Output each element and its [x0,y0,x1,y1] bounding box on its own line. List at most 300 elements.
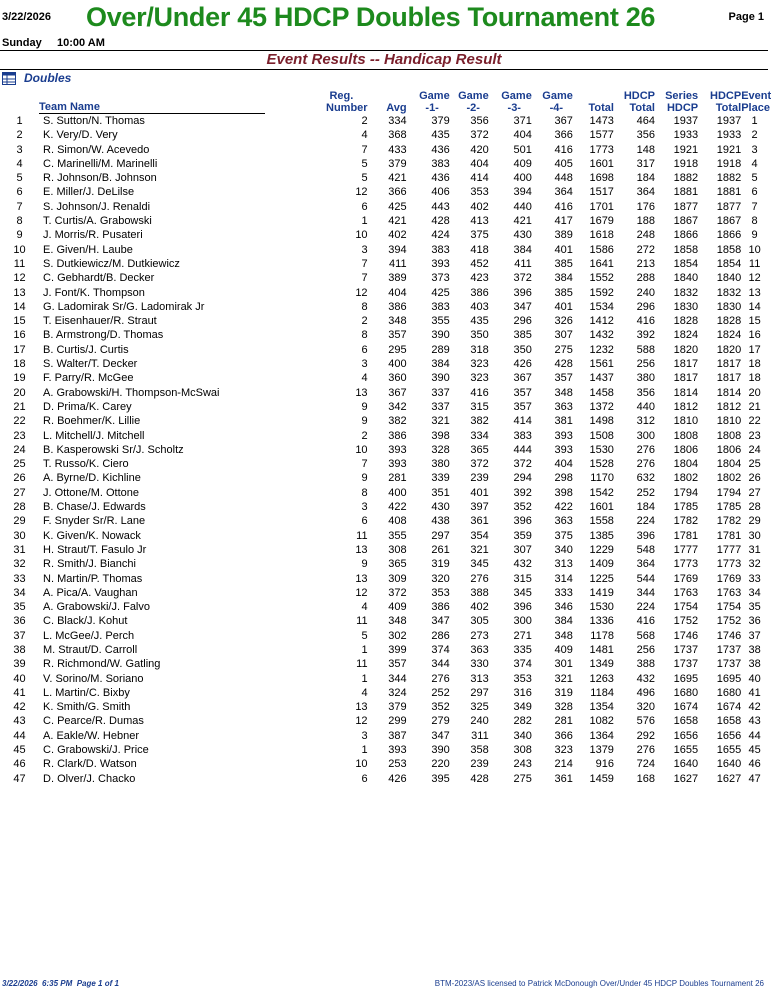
cell-reg-number: 2 [361,429,368,442]
table-header-row [0,87,768,114]
cell-game-3: 308 [513,744,532,757]
table-row [0,400,768,414]
cell-game-4: 384 [554,615,573,628]
cell-hdcp-total: 380 [636,372,655,385]
cell-game-2: 239 [470,472,489,485]
table-row [0,514,768,528]
table-row [0,414,768,428]
cell-hdcp-total: 188 [636,215,655,228]
cell-hdcp-total-2: 1867 [716,215,742,228]
footer-print-info: 3/22/2026 6:35 PM Page 1 of 1 [2,979,119,988]
cell-game-1: 383 [431,243,450,256]
cell-hdcp-total-2: 1824 [716,329,742,342]
table-row [0,429,768,443]
cell-team-name: M. Straut/D. Carroll [43,643,138,656]
cell-game-4: 366 [554,129,573,142]
cell-hdcp-total: 416 [636,615,655,628]
cell-game-4: 416 [554,200,573,213]
cell-series-hdcp: 1656 [673,729,699,742]
cell-game-1: 438 [431,515,450,528]
cell-reg-number: 3 [361,501,368,514]
cell-avg: 400 [388,358,407,371]
cell-avg: 379 [388,157,407,170]
cell-series-hdcp: 1882 [673,172,699,185]
cell-hdcp-total: 276 [636,458,655,471]
cell-hdcp-total-2: 1921 [716,143,742,156]
cell-rank: 44 [13,729,26,742]
cell-game-3: 371 [513,115,532,127]
cell-hdcp-total: 396 [636,529,655,542]
cell-series-hdcp: 1921 [673,143,699,156]
cell-reg-number: 13 [355,572,368,585]
cell-game-3: 432 [513,558,532,571]
cell-reg-number: 11 [356,615,368,628]
cell-rank: 38 [13,643,26,656]
cell-hdcp-total-2: 1737 [716,643,742,656]
cell-game-3: 335 [513,643,532,656]
subtitle-divider [0,69,768,70]
cell-team-name: E. Miller/J. DeLilse [43,186,135,199]
cell-rank: 23 [13,429,26,442]
cell-game-3: 350 [513,343,532,356]
cell-game-2: 404 [470,157,489,170]
cell-game-2: 358 [470,744,489,757]
cell-game-3: 307 [513,543,532,556]
cell-game-4: 428 [554,358,573,371]
cell-hdcp-total-2: 1773 [716,558,742,571]
cell-avg: 379 [388,701,407,714]
cell-total: 1641 [589,257,614,270]
cell-total: 1561 [589,358,614,371]
cell-total: 1437 [589,372,614,385]
cell-total: 1601 [589,157,614,170]
cell-event-place: 4 [751,157,758,170]
cell-avg: 348 [388,315,407,328]
cell-game-1: 384 [431,358,450,371]
cell-team-name: S. Dutkiewicz/M. Dutkiewicz [43,257,180,270]
cell-game-1: 383 [431,157,450,170]
cell-total: 1481 [589,643,614,656]
cell-event-place: 38 [748,658,761,671]
cell-hdcp-total: 320 [636,701,655,714]
cell-event-place: 6 [751,186,758,199]
cell-series-hdcp: 1804 [673,458,699,471]
cell-reg-number: 6 [361,772,368,785]
cell-reg-number: 3 [361,729,368,742]
cell-rank: 42 [13,701,26,714]
table-row [0,328,768,342]
cell-game-4: 301 [554,658,573,671]
cell-game-4: 405 [554,157,573,170]
col-game-3: Game -3- [501,90,532,114]
cell-reg-number: 6 [361,200,368,213]
cell-event-place: 16 [748,329,761,342]
cell-hdcp-total-2: 1840 [716,272,742,285]
cell-series-hdcp: 1695 [673,672,699,685]
cell-team-name: C. Gebhardt/B. Decker [43,272,155,285]
cell-team-name: L. Mitchell/J. Mitchell [43,429,145,442]
cell-event-place: 14 [748,300,761,313]
cell-game-1: 352 [431,701,450,714]
cell-event-place: 18 [748,372,761,385]
cell-game-3: 396 [513,601,532,614]
cell-series-hdcp: 1640 [673,758,699,771]
cell-team-name: J. Ottone/M. Ottone [43,486,140,499]
cell-game-3: 359 [513,529,532,542]
cell-rank: 8 [16,215,23,228]
cell-avg: 389 [388,272,407,285]
cell-game-2: 311 [471,729,489,742]
cell-hdcp-total-2: 1854 [716,257,742,270]
cell-hdcp-total-2: 1627 [716,772,742,785]
cell-avg: 421 [388,215,407,228]
cell-game-3: 404 [513,129,532,142]
cell-avg: 433 [388,143,407,156]
cell-hdcp-total: 288 [636,272,655,285]
cell-rank: 47 [13,772,26,785]
cell-reg-number: 9 [361,472,368,485]
cell-total: 1458 [589,386,614,399]
cell-event-place: 20 [748,386,761,399]
cell-game-4: 417 [554,215,573,228]
cell-avg: 411 [389,257,407,270]
cell-avg: 366 [388,186,407,199]
cell-rank: 41 [13,686,26,699]
cell-rank: 27 [13,486,26,499]
cell-game-4: 214 [554,758,573,771]
cell-reg-number: 6 [361,515,368,528]
cell-game-2: 435 [470,315,489,328]
cell-game-1: 435 [431,129,450,142]
cell-rank: 46 [13,758,26,771]
cell-avg: 382 [388,415,407,428]
cell-reg-number: 3 [361,243,368,256]
cell-rank: 3 [16,143,23,156]
col-game-2: Game -2- [458,90,489,114]
results-table [0,87,771,786]
cell-team-name: R. Johnson/B. Johnson [43,172,157,185]
cell-team-name: A. Grabowski/H. Thompson-McSwai [43,386,220,399]
cell-hdcp-total: 224 [636,601,655,614]
cell-hdcp-total: 317 [636,157,655,170]
cell-game-4: 409 [554,643,573,656]
cell-game-2: 403 [470,300,489,313]
cell-series-hdcp: 1854 [673,257,699,270]
cell-rank: 39 [13,658,26,671]
cell-game-1: 337 [431,386,450,399]
cell-reg-number: 10 [355,443,368,456]
cell-game-1: 436 [431,172,450,185]
cell-avg: 421 [388,172,407,185]
cell-rank: 37 [13,629,26,642]
cell-game-3: 357 [513,400,532,413]
table-row [0,586,768,600]
cell-game-3: 392 [513,486,532,499]
cell-hdcp-total: 432 [636,672,655,685]
cell-game-4: 385 [554,286,573,299]
cell-hdcp-total: 548 [636,543,655,556]
cell-game-1: 390 [431,329,450,342]
cell-event-place: 44 [748,729,761,742]
cell-hdcp-total-2: 1882 [716,172,742,185]
cell-event-place: 5 [751,172,758,185]
cell-rank: 34 [13,586,26,599]
cell-game-2: 423 [470,272,489,285]
cell-avg: 344 [388,672,407,685]
cell-rank: 17 [13,343,26,356]
cell-team-name: H. Straut/T. Fasulo Jr [43,543,147,556]
cell-reg-number: 1 [361,672,368,685]
cell-hdcp-total-2: 1781 [716,529,742,542]
cell-total: 1701 [589,200,614,213]
table-row [0,200,768,214]
cell-total: 1372 [589,400,614,413]
table-row [0,629,768,643]
cell-reg-number: 11 [356,529,368,542]
cell-total: 1586 [589,243,614,256]
cell-total: 1498 [589,415,614,428]
cell-series-hdcp: 1737 [673,658,699,671]
table-row [0,300,768,314]
cell-reg-number: 12 [355,586,368,599]
cell-game-2: 239 [470,758,489,771]
cell-team-name: B. Chase/J. Edwards [43,501,146,514]
cell-reg-number: 8 [361,486,368,499]
cell-event-place: 8 [751,215,758,228]
cell-total: 1698 [589,172,614,185]
table-row [0,471,768,485]
cell-total: 1552 [589,272,614,285]
cell-team-name: K. Very/D. Very [43,129,118,142]
cell-game-2: 372 [470,458,489,471]
cell-avg: 408 [388,515,407,528]
cell-game-2: 418 [470,243,489,256]
cell-team-name: A. Eakle/W. Hebner [43,729,140,742]
cell-game-3: 372 [513,272,532,285]
cell-avg: 309 [388,572,407,585]
cell-avg: 365 [388,558,407,571]
cell-series-hdcp: 1812 [673,400,699,413]
cell-event-place: 35 [748,601,761,614]
cell-game-1: 436 [431,143,450,156]
cell-hdcp-total-2: 1658 [716,715,742,728]
table-row [0,243,768,257]
cell-series-hdcp: 1881 [673,186,699,199]
cell-series-hdcp: 1817 [673,358,699,371]
cell-rank: 10 [13,243,26,256]
cell-series-hdcp: 1858 [673,243,699,256]
cell-game-2: 297 [470,686,489,699]
cell-reg-number: 8 [361,329,368,342]
table-row [0,700,768,714]
cell-game-1: 347 [431,615,450,628]
cell-event-place: 28 [748,501,761,514]
table-row [0,672,768,686]
cell-rank: 6 [16,186,23,199]
cell-game-4: 401 [554,243,573,256]
cell-event-place: 36 [748,615,761,628]
table-row [0,443,768,457]
col-team-name: Team Name [39,87,275,114]
cell-team-name: R. Smith/J. Bianchi [43,558,136,571]
cell-game-2: 323 [470,358,489,371]
cell-hdcp-total-2: 1933 [716,129,742,142]
report-subtitle: Event Results -- Handicap Result [266,51,502,68]
table-row [0,114,768,128]
cell-game-1: 351 [431,486,450,499]
cell-avg: 342 [388,400,407,413]
cell-hdcp-total-2: 1656 [716,729,742,742]
cell-hdcp-total: 148 [636,143,655,156]
cell-event-place: 46 [748,758,761,771]
cell-rank: 21 [13,400,26,413]
cell-reg-number: 5 [361,157,368,170]
cell-event-place: 13 [748,286,761,299]
cell-event-place: 23 [748,429,761,442]
cell-game-4: 313 [554,558,573,571]
cell-series-hdcp: 1802 [673,472,699,485]
cell-event-place: 33 [748,572,761,585]
cell-series-hdcp: 1867 [673,215,699,228]
cell-game-3: 282 [513,715,532,728]
cell-hdcp-total: 392 [636,329,655,342]
cell-game-4: 363 [554,400,573,413]
cell-event-place: 29 [748,515,761,528]
cell-series-hdcp: 1777 [673,543,699,556]
cell-rank: 32 [13,558,26,571]
cell-game-3: 426 [513,358,532,371]
cell-game-2: 273 [470,629,489,642]
cell-hdcp-total-2: 1810 [716,415,742,428]
cell-rank: 20 [13,386,26,399]
cell-total: 1225 [589,572,614,585]
cell-game-4: 401 [554,300,573,313]
cell-game-4: 314 [554,572,573,585]
cell-event-place: 40 [748,672,761,685]
cell-event-place: 30 [748,529,761,542]
cell-game-4: 357 [554,372,573,385]
cell-game-3: 430 [513,229,532,242]
cell-avg: 386 [388,429,407,442]
cell-game-4: 364 [554,186,573,199]
cell-total: 1679 [589,215,614,228]
cell-team-name: C. Pearce/R. Dumas [43,715,144,728]
cell-hdcp-total: 300 [636,429,655,442]
cell-rank: 16 [13,329,26,342]
cell-game-4: 307 [554,329,573,342]
cell-avg: 308 [388,543,407,556]
cell-game-1: 383 [431,300,450,313]
cell-game-1: 220 [431,758,450,771]
cell-rank: 29 [13,515,26,528]
cell-total: 1530 [589,601,614,614]
cell-series-hdcp: 1918 [673,157,699,170]
table-row [0,343,768,357]
cell-game-4: 328 [554,701,573,714]
cell-series-hdcp: 1752 [673,615,699,628]
cell-event-place: 38 [748,643,761,656]
cell-series-hdcp: 1680 [673,686,699,699]
cell-game-3: 384 [513,243,532,256]
cell-game-1: 279 [431,715,450,728]
cell-hdcp-total-2: 1828 [716,315,742,328]
cell-game-2: 354 [470,529,489,542]
cell-total: 1082 [589,715,614,728]
cell-hdcp-total: 240 [636,286,655,299]
table-row [0,214,768,228]
cell-reg-number: 5 [361,629,368,642]
cell-hdcp-total-2: 1737 [716,658,742,671]
day-time: Sunday 10:00 AM [2,37,105,49]
cell-avg: 357 [388,658,407,671]
cell-game-2: 350 [470,329,489,342]
cell-game-4: 389 [554,229,573,242]
cell-team-name: R. Clark/D. Watson [43,758,137,771]
table-row [0,257,768,271]
cell-reg-number: 7 [361,458,368,471]
cell-avg: 393 [388,458,407,471]
cell-total: 1592 [589,286,614,299]
cell-hdcp-total: 356 [636,129,655,142]
cell-hdcp-total: 184 [636,501,655,514]
cell-event-place: 2 [751,129,758,142]
cell-game-4: 393 [554,443,573,456]
cell-game-2: 413 [470,215,489,228]
cell-game-2: 323 [470,372,489,385]
cell-game-1: 390 [431,744,450,757]
cell-game-2: 315 [470,400,489,413]
cell-hdcp-total: 568 [636,629,655,642]
table-row [0,228,768,242]
cell-event-place: 3 [751,143,758,156]
cell-reg-number: 4 [361,129,368,142]
cell-game-1: 424 [431,229,450,242]
cell-total: 1412 [589,315,614,328]
cell-event-place: 15 [748,315,761,328]
cell-reg-number: 2 [361,115,368,127]
cell-game-2: 321 [470,543,489,556]
cell-hdcp-total-2: 1746 [716,629,742,642]
cell-hdcp-total-2: 1674 [716,701,742,714]
cell-rank: 9 [16,229,23,242]
cell-hdcp-total-2: 1806 [716,443,742,456]
cell-game-2: 372 [470,129,489,142]
cell-reg-number: 1 [361,744,368,757]
table-row [0,171,768,185]
cell-reg-number: 10 [355,229,368,242]
cell-team-name: R. Richmond/W. Gatling [43,658,161,671]
cell-total: 1534 [589,300,614,313]
cell-game-2: 382 [470,415,489,428]
cell-game-2: 334 [470,429,489,442]
cell-hdcp-total: 388 [636,658,655,671]
cell-team-name: A. Grabowski/J. Falvo [43,601,150,614]
cell-game-4: 384 [554,272,573,285]
cell-total: 1170 [590,472,614,485]
cell-team-name: N. Martin/P. Thomas [43,572,143,585]
cell-rank: 11 [13,257,26,270]
cell-avg: 402 [388,229,407,242]
table-row [0,271,768,285]
cell-rank: 13 [13,286,26,299]
cell-game-3: 421 [513,215,532,228]
cell-reg-number: 2 [361,315,368,328]
cell-team-name: A. Pica/A. Vaughan [43,586,138,599]
col-total: Total [588,102,614,114]
cell-hdcp-total-2: 1752 [716,615,742,628]
cell-series-hdcp: 1937 [673,115,699,127]
cell-total: 1530 [589,443,614,456]
